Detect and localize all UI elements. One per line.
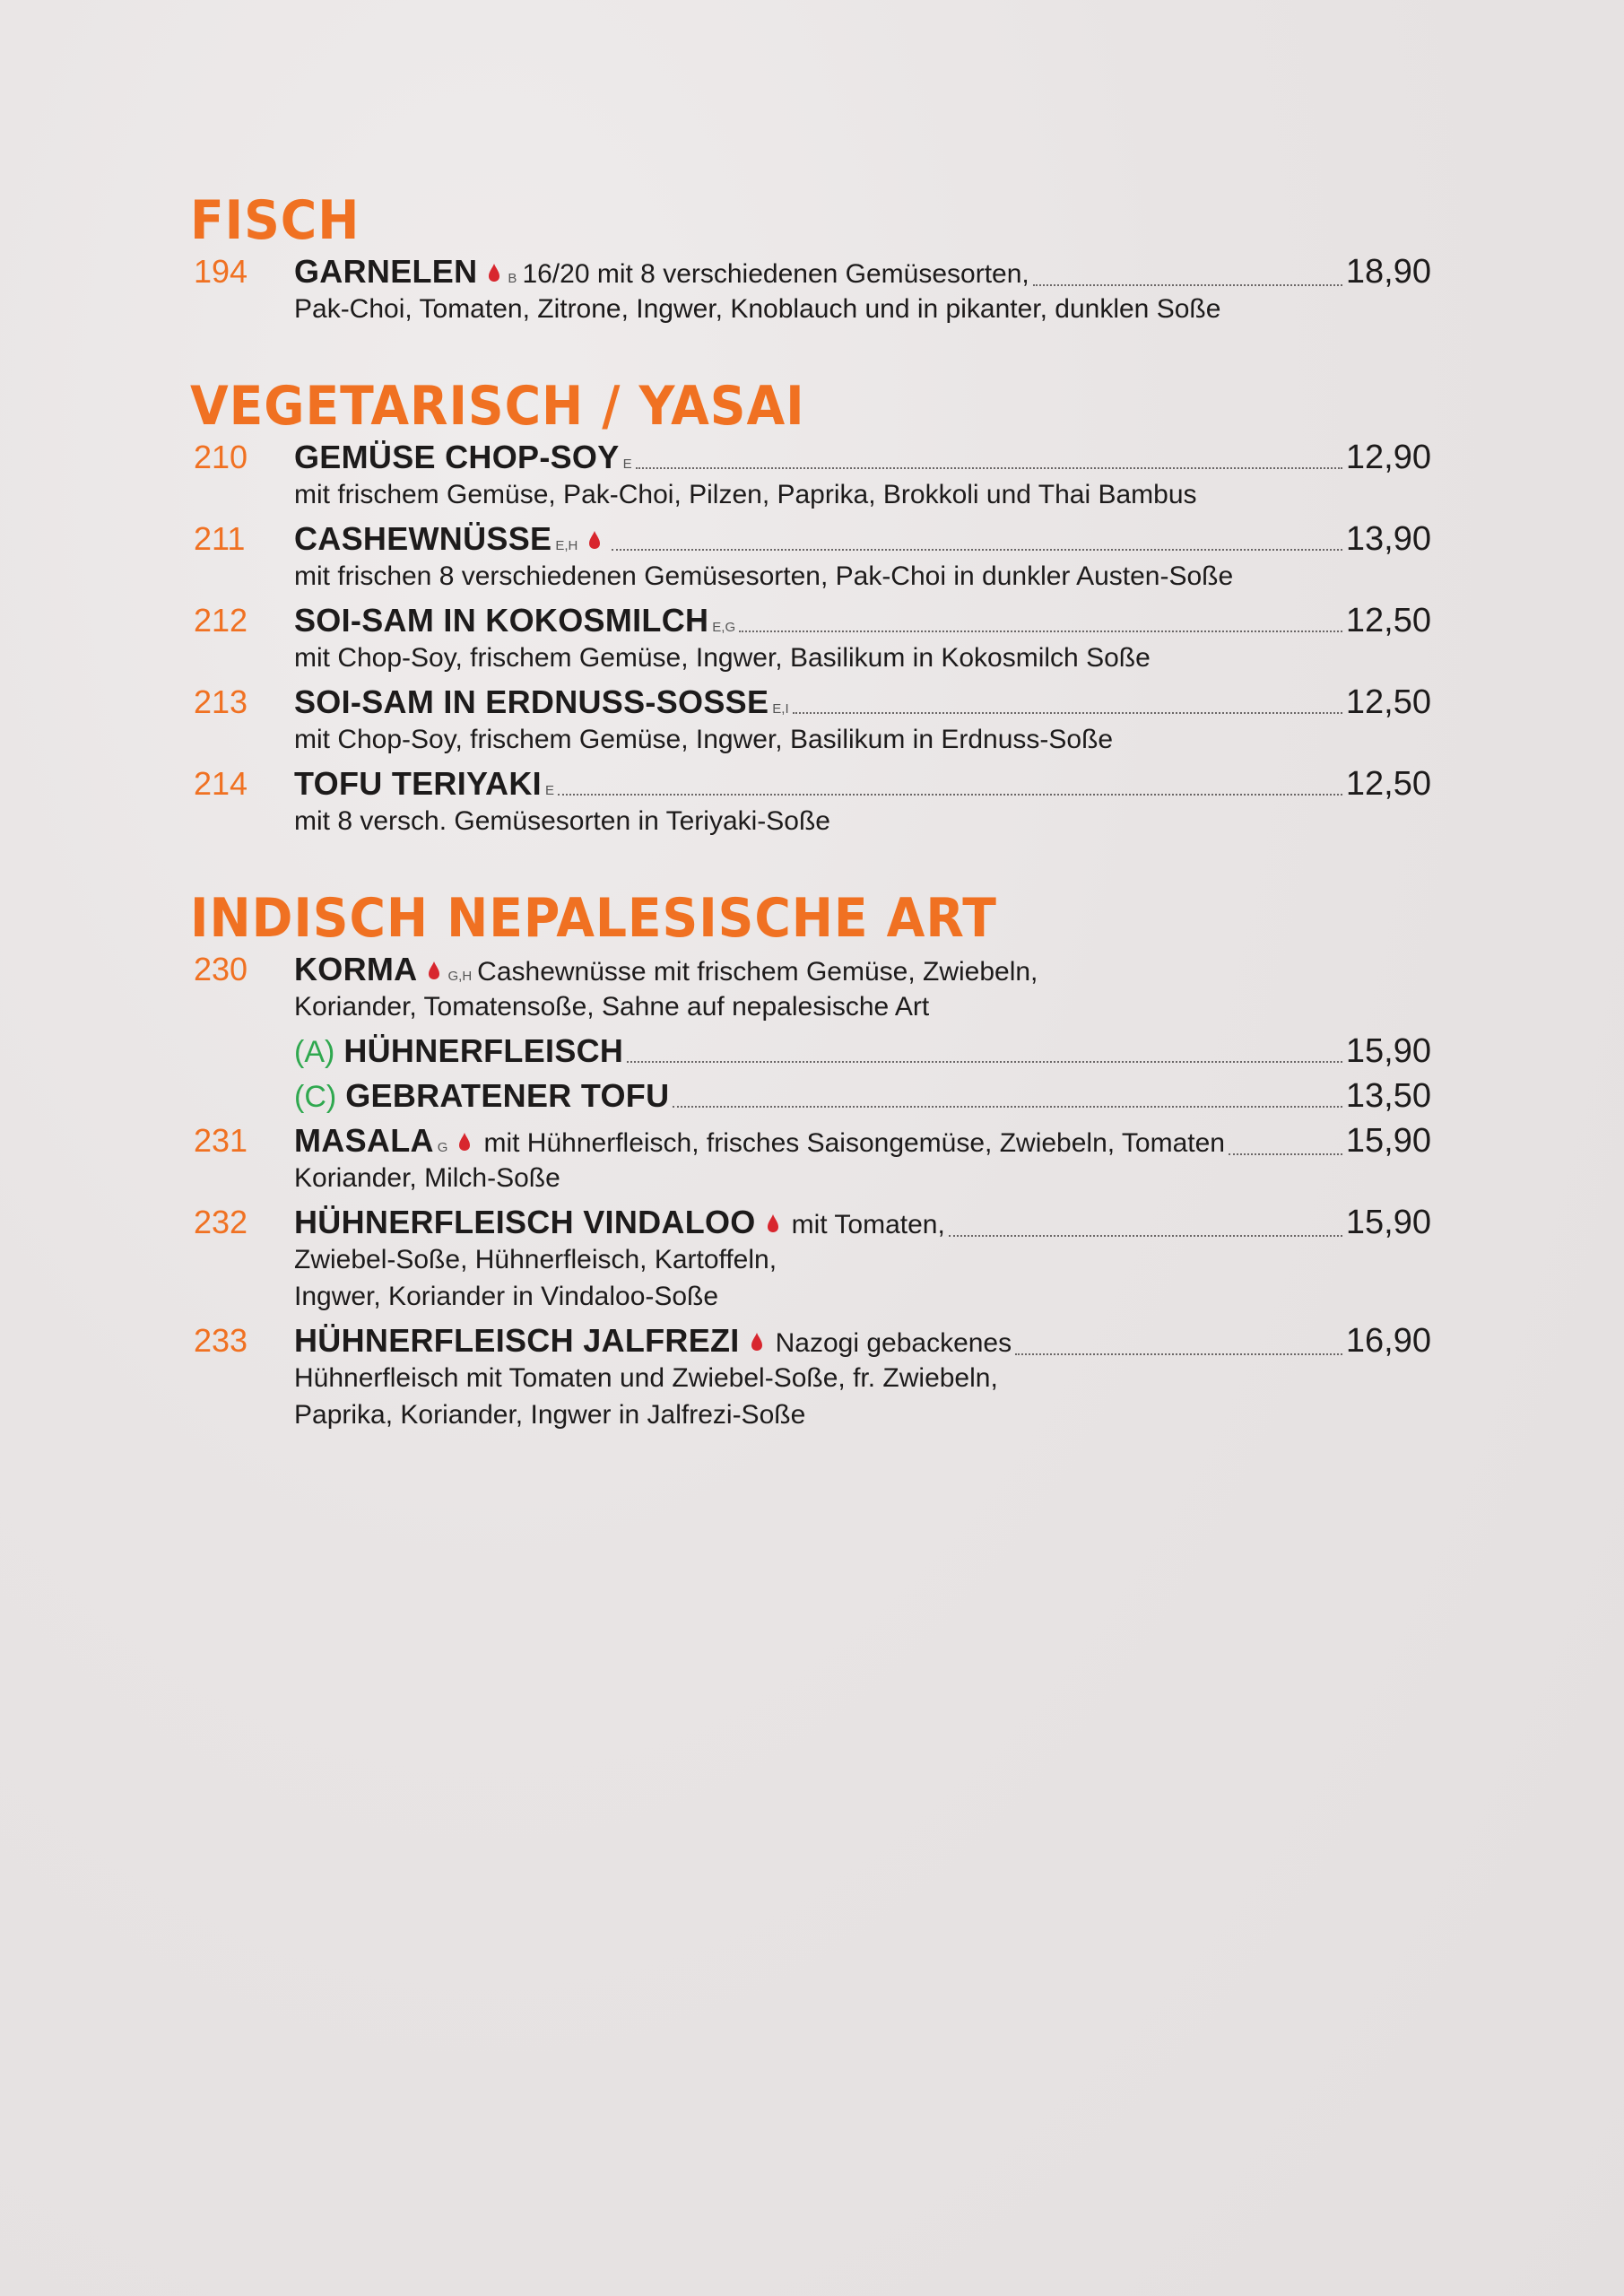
- chili-icon: [458, 1132, 471, 1152]
- item-inline-description: Cashewnüsse mit frischem Gemüse, Zwiebeln,: [477, 957, 1038, 987]
- item-line: [194, 765, 1431, 803]
- menu-item: [194, 1204, 1431, 1322]
- item-price: 12,50: [1345, 602, 1431, 639]
- item-inline-description: 16/20 mit 8 verschiedenen Gemüsesorten,: [522, 259, 1029, 289]
- item-price: 15,90: [1345, 1122, 1431, 1160]
- allergen-code: E: [544, 783, 554, 798]
- leader-dots: [673, 1106, 1342, 1108]
- item-name: TOFU TERIYAKI: [294, 765, 542, 802]
- item-name: GEMÜSE CHOP-SOY: [294, 439, 620, 475]
- item-body: [294, 951, 1431, 991]
- section-title: FISCH: [190, 189, 360, 252]
- item-body: [294, 439, 1431, 476]
- item-description: Paprika, Koriander, Ingwer in Jalfrezi-Soße: [294, 1400, 806, 1430]
- leader-dots: [636, 467, 1342, 469]
- leader-dots: [1015, 1353, 1342, 1355]
- spacer: [194, 1433, 1431, 1440]
- variant-letter: (C): [294, 1080, 337, 1114]
- allergen-code: E,G: [712, 620, 736, 635]
- item-inline-description: mit Hühnerfleisch, frisches Saisongemüse, Zwiebeln, Tomaten: [483, 1128, 1225, 1158]
- allergen-code: B: [508, 271, 517, 286]
- item-line: [194, 1122, 1431, 1160]
- item-description: Ingwer, Koriander in Vindaloo-Soße: [294, 1282, 719, 1311]
- item-line: [194, 683, 1431, 721]
- leader-dots: [627, 1061, 1342, 1063]
- item-body: [294, 520, 1431, 558]
- item-description: Koriander, Milch-Soße: [294, 1163, 560, 1193]
- item-description: Pak-Choi, Tomaten, Zitrone, Ingwer, Knoblauch und in pikanter, dunklen Soße: [294, 294, 1221, 324]
- item-description: mit Chop-Soy, frischem Gemüse, Ingwer, Basilikum in Kokosmilch Soße: [294, 643, 1151, 673]
- leader-dots: [1033, 284, 1342, 286]
- variant-name: HÜHNERFLEISCH: [343, 1032, 624, 1069]
- item-price: 13,90: [1345, 520, 1431, 558]
- menu-page: [190, 188, 1431, 1480]
- spacer: [194, 327, 1431, 335]
- item-line: [194, 1204, 1431, 1241]
- menu-item: [194, 1322, 1431, 1440]
- item-number: 210: [194, 439, 248, 475]
- allergen-code: E: [622, 457, 632, 472]
- item-description: Koriander, Tomatensoße, Sahne auf nepalesische Art: [294, 992, 930, 1022]
- item-name: CASHEWNÜSSE: [294, 520, 552, 557]
- item-body: [294, 1322, 1431, 1362]
- item-number: 212: [194, 602, 248, 639]
- spacer: [194, 839, 1431, 847]
- item-name: KORMA: [294, 951, 418, 987]
- item-name: MASALA: [294, 1122, 434, 1159]
- variant-name: GEBRATENER TOFU: [345, 1077, 670, 1114]
- leader-dots: [612, 549, 1342, 551]
- allergen-code: G: [437, 1140, 448, 1155]
- menu-item: [194, 951, 1431, 1122]
- item-line: [194, 951, 1431, 988]
- item-number: 230: [194, 951, 248, 987]
- menu-section: [190, 188, 1431, 335]
- item-inline-description: mit Tomaten,: [791, 1210, 945, 1239]
- item-description: Hühnerfleisch mit Tomaten und Zwiebel-Soße, fr. Zwiebeln,: [294, 1363, 998, 1393]
- item-line: [194, 602, 1431, 639]
- item-name: HÜHNERFLEISCH JALFREZI: [294, 1322, 740, 1359]
- item-price: 12,90: [1345, 439, 1431, 476]
- variant-letter: (A): [294, 1035, 335, 1069]
- item-body: [294, 602, 1431, 639]
- chili-icon: [428, 961, 440, 980]
- item-name: HÜHNERFLEISCH VINDALOO: [294, 1204, 756, 1240]
- item-body: [294, 1204, 1431, 1244]
- spacer: [194, 1115, 1431, 1122]
- chili-icon: [488, 263, 500, 283]
- item-name: SOI-SAM IN ERDNUSS-SOSSE: [294, 683, 769, 720]
- item-body: [294, 1122, 1431, 1162]
- item-name: GARNELEN: [294, 253, 478, 290]
- item-number: 233: [194, 1322, 248, 1359]
- item-price: 15,90: [1345, 1204, 1431, 1241]
- chili-icon: [588, 530, 601, 550]
- allergen-code: G,H: [447, 969, 473, 984]
- menu-item: [194, 765, 1431, 847]
- item-price: 12,50: [1345, 765, 1431, 803]
- item-line: [194, 1322, 1431, 1360]
- item-line: [194, 439, 1431, 476]
- spacer: [194, 1315, 1431, 1322]
- allergen-code: E,H: [555, 538, 578, 553]
- chili-icon: [751, 1332, 763, 1352]
- item-description: mit frischem Gemüse, Pak-Choi, Pilzen, Paprika, Brokkoli und Thai Bambus: [294, 480, 1197, 509]
- item-line: [194, 253, 1431, 291]
- item-number: 194: [194, 253, 248, 290]
- item-number: 232: [194, 1204, 248, 1240]
- section-title: VEGETARISCH / YASAI: [190, 375, 805, 438]
- item-description: mit Chop-Soy, frischem Gemüse, Ingwer, Basilikum in Erdnuss-Soße: [294, 725, 1114, 754]
- item-number: 214: [194, 765, 248, 802]
- leader-dots: [558, 794, 1342, 796]
- leader-dots: [949, 1235, 1342, 1237]
- menu-section: [190, 886, 1431, 1440]
- item-body: [294, 765, 1431, 803]
- item-line: [194, 520, 1431, 558]
- item-price: 12,50: [1345, 683, 1431, 721]
- item-number: 213: [194, 683, 248, 720]
- menu-item: [194, 1122, 1431, 1204]
- item-inline-description: Nazogi gebackenes: [775, 1328, 1012, 1358]
- item-description: mit 8 versch. Gemüsesorten in Teriyaki-Soße: [294, 806, 830, 836]
- allergen-code: E,I: [772, 701, 789, 717]
- item-price: 18,90: [1345, 253, 1431, 291]
- item-name: SOI-SAM IN KOKOSMILCH: [294, 602, 709, 639]
- menu-item: [194, 520, 1431, 602]
- menu-item: [194, 602, 1431, 683]
- leader-dots: [1229, 1153, 1342, 1155]
- variant-price: 15,90: [1345, 1032, 1431, 1070]
- menu-item: [194, 439, 1431, 520]
- item-body: [294, 253, 1431, 293]
- spacer: [194, 1196, 1431, 1204]
- leader-dots: [739, 631, 1342, 632]
- menu-item: [194, 253, 1431, 335]
- chili-icon: [767, 1213, 779, 1233]
- variant-line: [294, 1077, 1431, 1115]
- item-description: Zwiebel-Soße, Hühnerfleisch, Kartoffeln,: [294, 1245, 777, 1274]
- section-title: INDISCH NEPALESISCHE ART: [190, 887, 997, 950]
- item-body: [294, 683, 1431, 721]
- item-number: 211: [194, 520, 246, 557]
- spacer: [194, 513, 1431, 520]
- variant-price: 13,50: [1345, 1077, 1431, 1115]
- spacer: [194, 595, 1431, 602]
- menu-item: [194, 683, 1431, 765]
- item-description: mit frischen 8 verschiedenen Gemüsesorten, Pak-Choi in dunkler Austen-Soße: [294, 561, 1234, 591]
- menu-section: [190, 374, 1431, 847]
- variant-line: [294, 1032, 1431, 1070]
- item-price: 16,90: [1345, 1322, 1431, 1360]
- spacer: [194, 676, 1431, 683]
- spacer: [194, 758, 1431, 765]
- item-number: 231: [194, 1122, 248, 1159]
- leader-dots: [793, 712, 1342, 714]
